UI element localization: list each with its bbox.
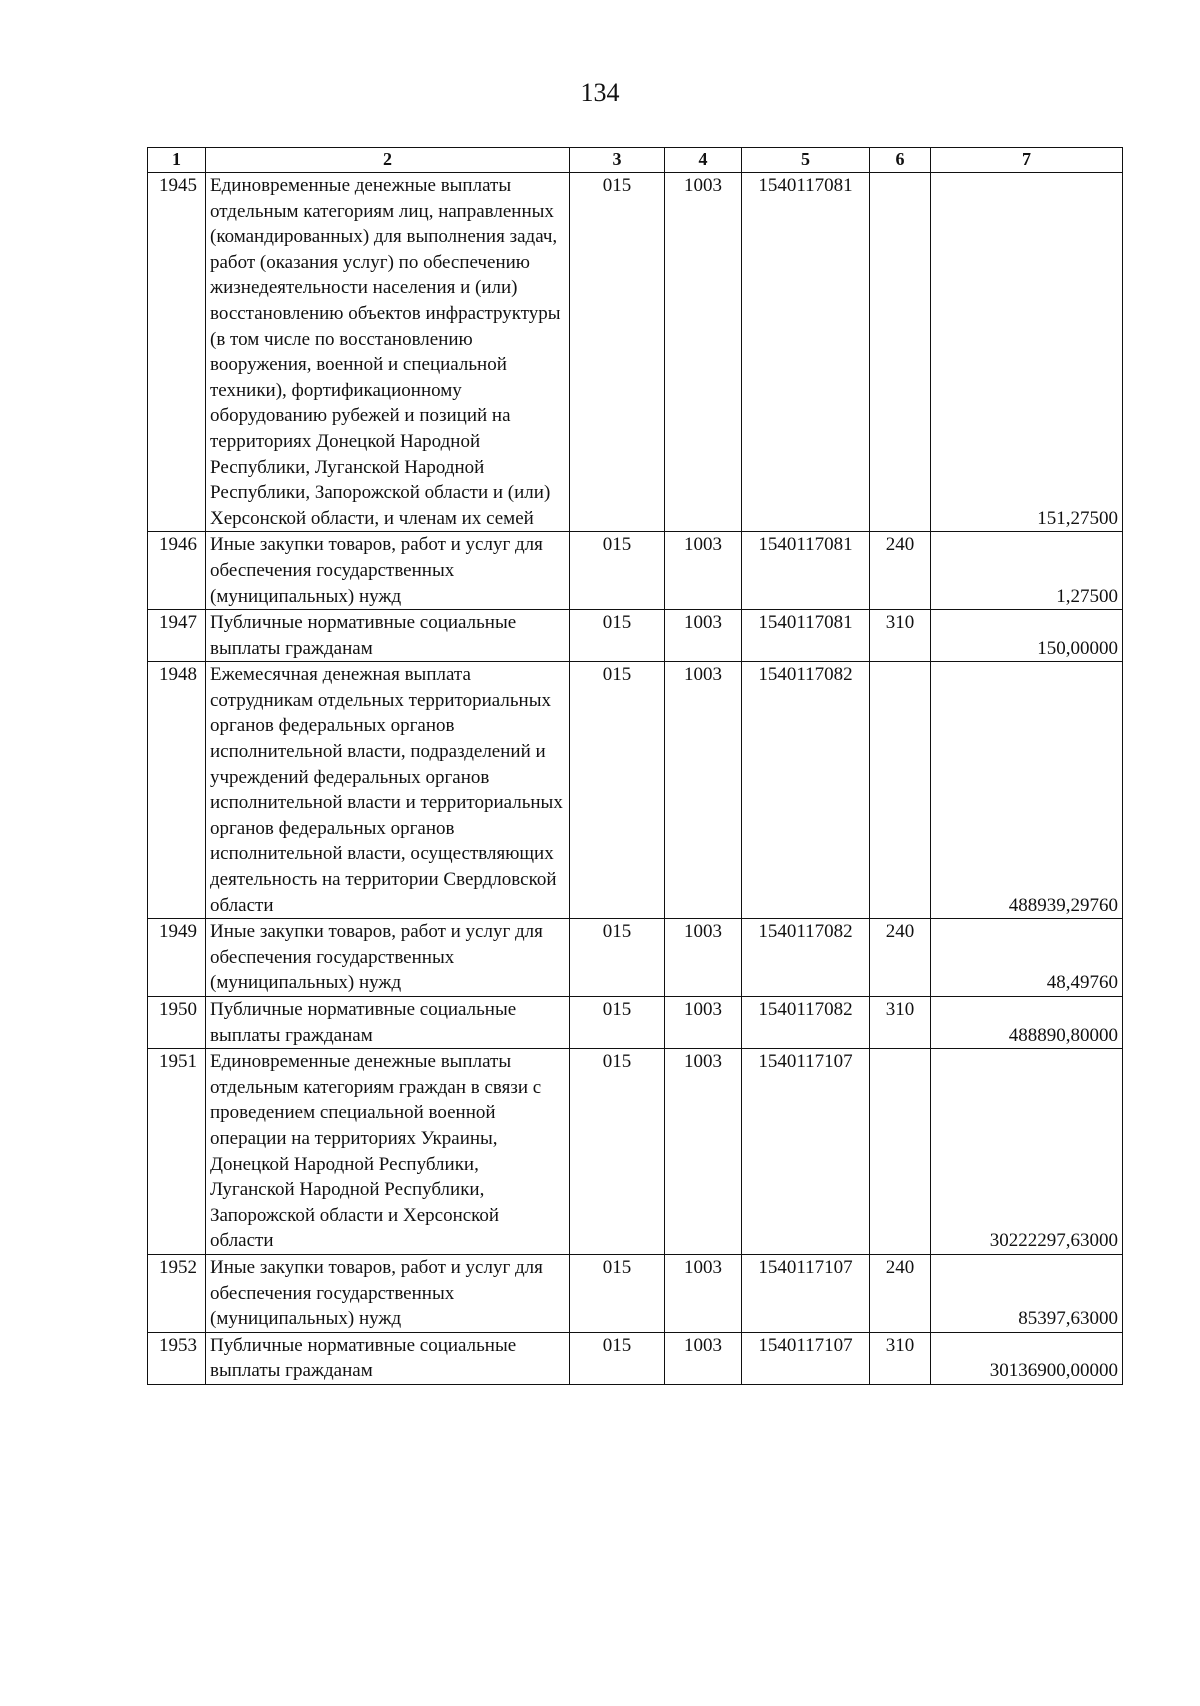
- row-name: Иные закупки товаров, работ и услуг для обеспечения государственных (муниципальных) нужд: [206, 919, 570, 997]
- row-number: 1952: [148, 1254, 206, 1332]
- section-code: 1003: [665, 1254, 742, 1332]
- row-name: Публичные нормативные социальные выплаты гражданам: [206, 997, 570, 1049]
- expense-type-code: 240: [870, 919, 931, 997]
- column-header-5: 5: [742, 148, 870, 173]
- expense-type-code: [870, 173, 931, 532]
- amount: 30136900,00000: [931, 1332, 1123, 1384]
- page-number: 134: [580, 78, 620, 107]
- ministry-code: 015: [570, 532, 665, 610]
- column-header-6: 6: [870, 148, 931, 173]
- row-name: Единовременные денежные выплаты отдельным категориям лиц, направленных (командированных) для выполнения задач, работ (оказания услуг) по обеспечению жизнедеятельности населения и (или) восстановлению объектов инфраструктуры (в том числе по восстановлению вооружения, военной и специальной техники), фортификационному оборудованию рубежей и позиций на территориях Донецкой Народной Республики, Луганской Народной Республики, Запорожской области и (или) Херсонской области, и членам их семей: [206, 173, 570, 532]
- table-row: [148, 1049, 1123, 1255]
- section-code: 1003: [665, 610, 742, 662]
- target-article-code: 1540117107: [742, 1332, 870, 1384]
- table-row: [148, 662, 1123, 919]
- section-code: 1003: [665, 919, 742, 997]
- table-row: [148, 919, 1123, 997]
- ministry-code: 015: [570, 1049, 665, 1255]
- ministry-code: 015: [570, 173, 665, 532]
- amount: 85397,63000: [931, 1254, 1123, 1332]
- column-header-7: 7: [931, 148, 1123, 173]
- row-name: Ежемесячная денежная выплата сотрудникам отдельных территориальных органов федеральных органов исполнительной власти, подразделений и учреждений федеральных органов исполнительной власти и территориальных органов федеральных органов исполнительной власти, осуществляющих деятельность на территории Свердловской области: [206, 662, 570, 919]
- expense-type-code: 310: [870, 997, 931, 1049]
- section-code: 1003: [665, 1332, 742, 1384]
- row-number: 1949: [148, 919, 206, 997]
- amount: 150,00000: [931, 610, 1123, 662]
- expense-type-code: [870, 662, 931, 919]
- row-number: 1951: [148, 1049, 206, 1255]
- table-row: [148, 610, 1123, 662]
- target-article-code: 1540117107: [742, 1049, 870, 1255]
- budget-table: [147, 147, 1123, 1385]
- ministry-code: 015: [570, 1254, 665, 1332]
- amount: 30222297,63000: [931, 1049, 1123, 1255]
- ministry-code: 015: [570, 919, 665, 997]
- section-code: 1003: [665, 662, 742, 919]
- target-article-code: 1540117081: [742, 173, 870, 532]
- section-code: 1003: [665, 173, 742, 532]
- amount: 151,27500: [931, 173, 1123, 532]
- table-row: [148, 1254, 1123, 1332]
- section-code: 1003: [665, 1049, 742, 1255]
- header-row: [148, 148, 1123, 173]
- row-number: 1950: [148, 997, 206, 1049]
- amount: 488939,29760: [931, 662, 1123, 919]
- row-name: Публичные нормативные социальные выплаты гражданам: [206, 610, 570, 662]
- target-article-code: 1540117082: [742, 662, 870, 919]
- row-name: Иные закупки товаров, работ и услуг для обеспечения государственных (муниципальных) нужд: [206, 1254, 570, 1332]
- row-number: 1947: [148, 610, 206, 662]
- column-header-4: 4: [665, 148, 742, 173]
- column-header-1: 1: [148, 148, 206, 173]
- table-row: [148, 532, 1123, 610]
- target-article-code: 1540117081: [742, 532, 870, 610]
- ministry-code: 015: [570, 1332, 665, 1384]
- expense-type-code: 240: [870, 1254, 931, 1332]
- amount: 488890,80000: [931, 997, 1123, 1049]
- row-number: 1948: [148, 662, 206, 919]
- ministry-code: 015: [570, 997, 665, 1049]
- row-name: Иные закупки товаров, работ и услуг для обеспечения государственных (муниципальных) нужд: [206, 532, 570, 610]
- column-header-2: 2: [206, 148, 570, 173]
- target-article-code: 1540117107: [742, 1254, 870, 1332]
- target-article-code: 1540117081: [742, 610, 870, 662]
- column-header-3: 3: [570, 148, 665, 173]
- row-number: 1945: [148, 173, 206, 532]
- amount: 1,27500: [931, 532, 1123, 610]
- expense-type-code: [870, 1049, 931, 1255]
- target-article-code: 1540117082: [742, 919, 870, 997]
- expense-type-code: 310: [870, 610, 931, 662]
- section-code: 1003: [665, 532, 742, 610]
- amount: 48,49760: [931, 919, 1123, 997]
- expense-type-code: 310: [870, 1332, 931, 1384]
- expense-type-code: 240: [870, 532, 931, 610]
- row-name: Публичные нормативные социальные выплаты гражданам: [206, 1332, 570, 1384]
- table-row: [148, 997, 1123, 1049]
- table-row: [148, 173, 1123, 532]
- row-number: 1946: [148, 532, 206, 610]
- table-row: [148, 1332, 1123, 1384]
- target-article-code: 1540117082: [742, 997, 870, 1049]
- section-code: 1003: [665, 997, 742, 1049]
- row-number: 1953: [148, 1332, 206, 1384]
- ministry-code: 015: [570, 662, 665, 919]
- row-name: Единовременные денежные выплаты отдельным категориям граждан в связи с проведением специальной военной операции на территориях Украины, Донецкой Народной Республики, Луганской Народной Республики, Запорожской области и Херсонской области: [206, 1049, 570, 1255]
- ministry-code: 015: [570, 610, 665, 662]
